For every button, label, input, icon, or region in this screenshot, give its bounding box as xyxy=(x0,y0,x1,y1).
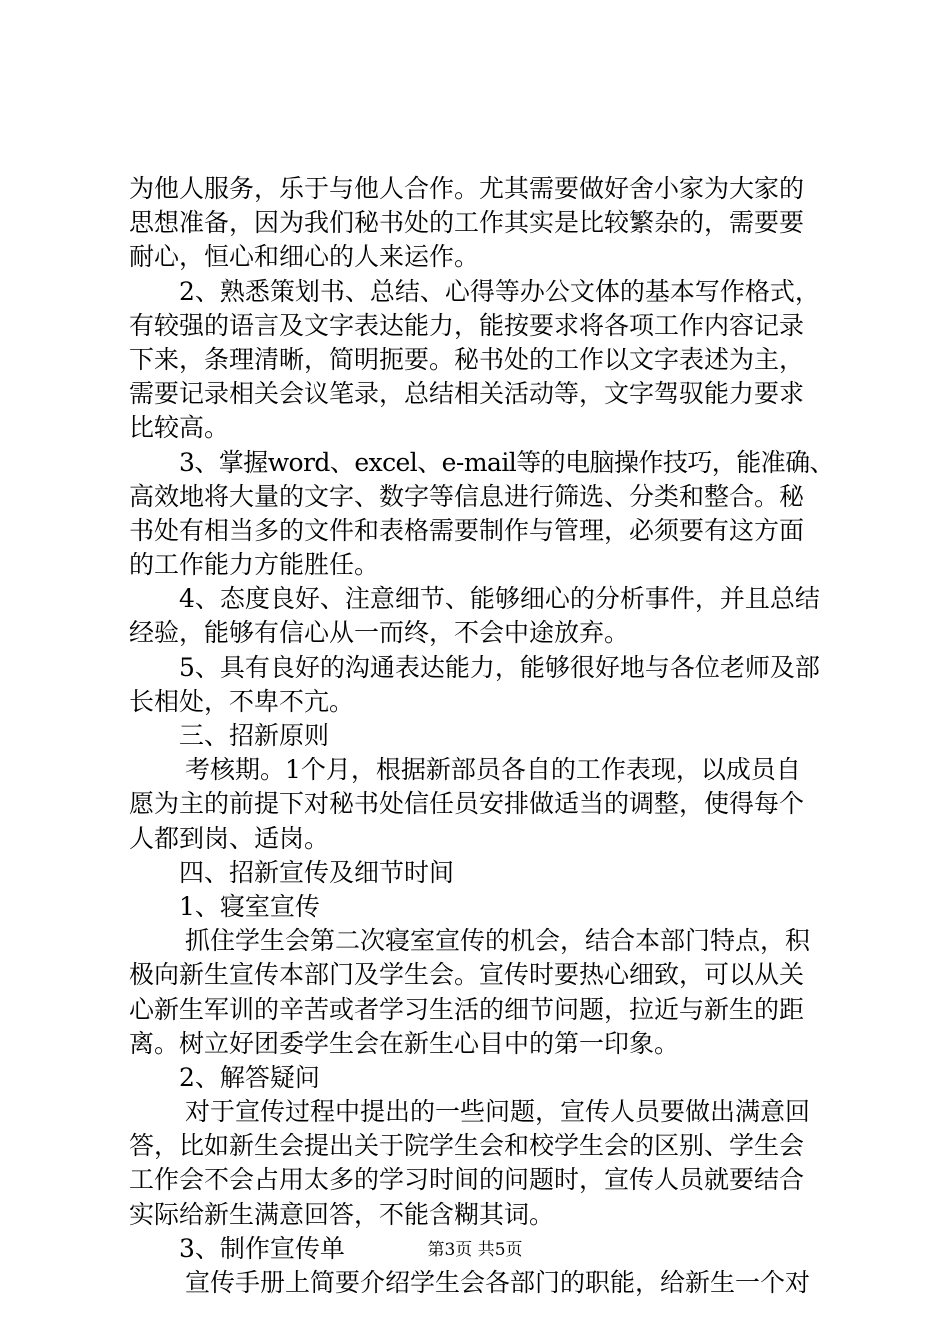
text-line: 人都到岗、适岗。 xyxy=(129,823,330,853)
text-line: 2、解答疑问 xyxy=(179,1062,320,1092)
text-line: 耐心，恒心和细心的人来运作。 xyxy=(129,242,480,272)
text-line: 2、熟悉策划书、总结、心得等办公文体的基本写作格式， xyxy=(179,276,820,306)
text-line: 书处有相当多的文件和表格需要制作与管理，必须要有这方面 xyxy=(129,515,805,545)
text-line: 答，比如新生会提出关于院学生会和校学生会的区别、学生会 xyxy=(129,1131,805,1161)
text-line: 极向新生宣传本部门及学生会。宣传时要热心细致，可以从关 xyxy=(129,960,805,990)
text-line: 3、制作宣传单 xyxy=(179,1233,345,1263)
text-line: 对于宣传过程中提出的一些问题，宣传人员要做出满意回 xyxy=(185,1097,811,1127)
text-line: 四、招新宣传及细节时间 xyxy=(179,857,455,887)
text-line: 下来，条理清晰，简明扼要。秘书处的工作以文字表述为主， xyxy=(129,344,805,374)
text-line: 高效地将大量的文字、数字等信息进行筛选、分类和整合。秘 xyxy=(129,481,805,511)
text-line: 工作会不会占用太多的学习时间的问题时，宣传人员就要结合 xyxy=(129,1165,805,1195)
text-line: 宣传手册上简要介绍学生会各部门的职能，给新生一个对 xyxy=(185,1268,811,1297)
text-line: 心新生军训的辛苦或者学习生活的细节问题，拉近与新生的距 xyxy=(129,994,805,1024)
text-line: 离。树立好团委学生会在新生心目中的第一印象。 xyxy=(129,1028,680,1058)
text-line: 5、具有良好的沟通表达能力，能够很好地与各位老师及部 xyxy=(179,652,820,682)
text-line: 实际给新生满意回答，不能含糊其词。 xyxy=(129,1199,555,1229)
text-line: 的工作能力方能胜任。 xyxy=(129,550,380,580)
text-line: 经验，能够有信心从一而终，不会中途放弃。 xyxy=(129,618,630,648)
text-line: 3、掌握word、excel、e-mail等的电脑操作技巧，能准确、 xyxy=(179,447,834,477)
text-line: 比较高。 xyxy=(129,413,230,443)
text-line: 考核期。1个月，根据新部员各自的工作表现，以成员自 xyxy=(185,755,801,785)
text-line: 抓住学生会第二次寝室宣传的机会，结合本部门特点，积 xyxy=(185,926,811,956)
document-body xyxy=(129,172,834,1300)
text-line: 为他人服务，乐于与他人合作。尤其需要做好舍小家为大家的 xyxy=(129,174,805,203)
page-footer: 第3页 共5页 xyxy=(427,1240,523,1260)
text-line: 需要记录相关会议笔录，总结相关活动等，文字驾驭能力要求 xyxy=(129,379,805,409)
text-line: 思想准备，因为我们秘书处的工作其实是比较繁杂的，需要要 xyxy=(129,208,805,238)
text-line: 有较强的语言及文字表达能力，能按要求将各项工作内容记录 xyxy=(129,310,805,340)
text-line: 愿为主的前提下对秘书处信任员安排做适当的调整，使得每个 xyxy=(129,789,805,819)
text-line: 长相处，不卑不亢。 xyxy=(129,686,355,716)
text-line: 4、态度良好、注意细节、能够细心的分析事件，并且总结 xyxy=(179,584,820,614)
text-line: 1、寝室宣传 xyxy=(179,891,320,921)
text-line: 三、招新原则 xyxy=(179,721,330,750)
